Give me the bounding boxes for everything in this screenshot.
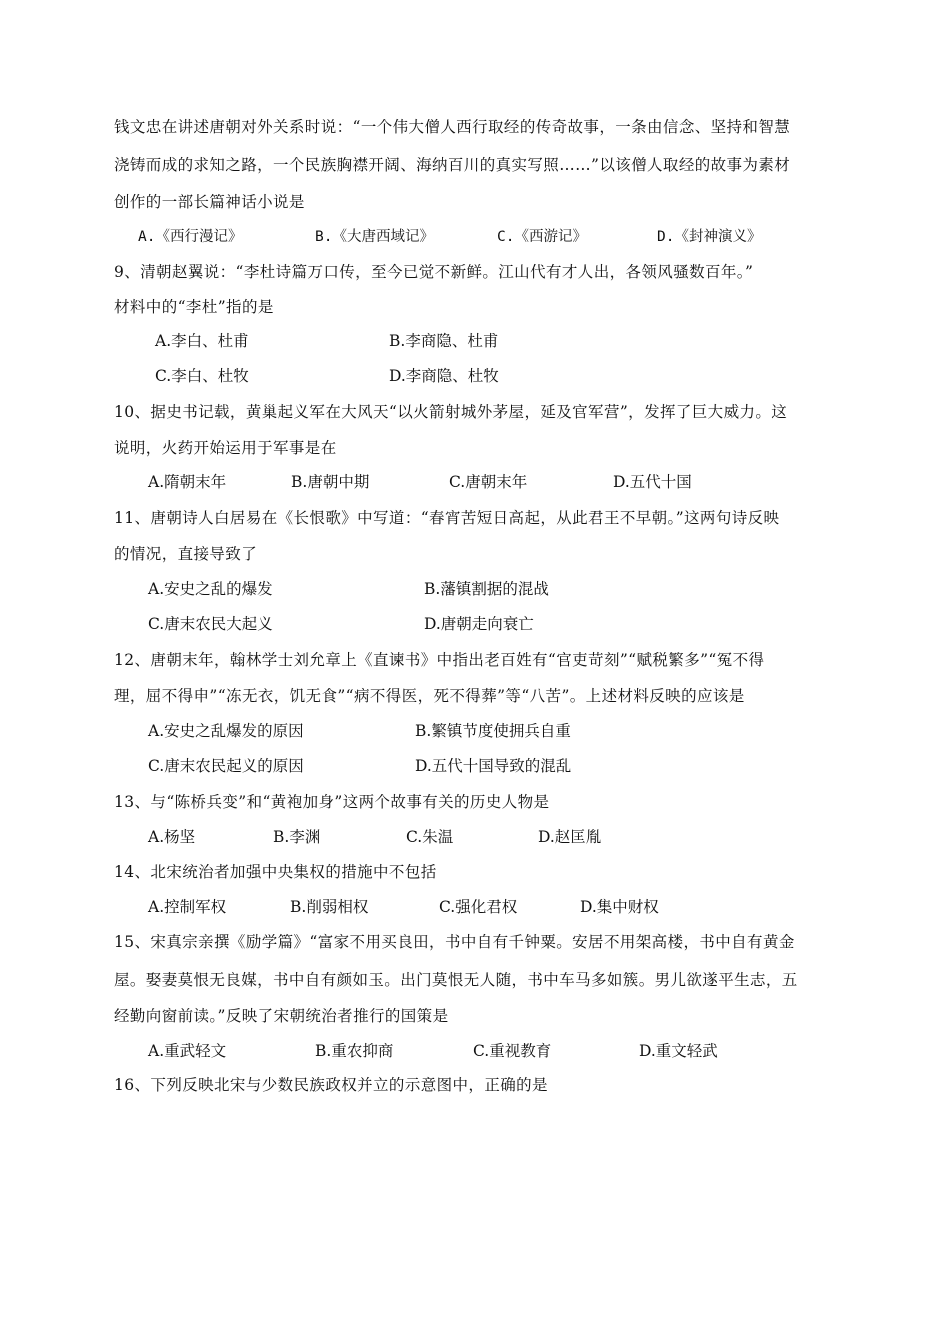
- q11-option-a: A.安史之乱的爆发: [148, 580, 273, 598]
- q8-line-1: 钱文忠在讲述唐朝对外关系时说：“一个伟大僧人西行取经的传奇故事，一条由信念、坚持和智慧: [114, 118, 791, 136]
- q11-line-2: 的情况，直接导致了: [114, 545, 258, 563]
- q14-line-1: 14、北宋统治者加强中央集权的措施中不包括: [114, 863, 437, 881]
- q11-option-b: B.藩镇割据的混战: [424, 580, 549, 598]
- q11-line-1: 11、唐朝诗人白居易在《长恨歌》中写道：“春宵苦短日高起，从此君王不早朝。”这两句诗反映: [114, 509, 780, 527]
- q13-line-1: 13、与“陈桥兵变”和“黄袍加身”这两个故事有关的历史人物是: [114, 793, 550, 811]
- q14-option-c: C.强化君权: [439, 898, 518, 916]
- q14-option-a: A.控制军权: [148, 898, 227, 916]
- q10-line-1: 10、据史书记载，黄巢起义军在大风天“以火箭射城外茅屋，延及官军营”，发挥了巨大威力。这: [114, 403, 788, 421]
- q15-option-d: D.重文轻武: [639, 1042, 718, 1060]
- q13-option-c: C.朱温: [406, 828, 454, 846]
- q15-line-1: 15、宋真宗亲撰《励学篇》“富家不用买良田，书中自有千钟粟。安居不用架高楼，书中自有黄金: [114, 933, 795, 951]
- q15-line-2: 屋。娶妻莫恨无良媒，书中自有颜如玉。出门莫恨无人随，书中车马多如簇。男儿欲遂平生志，五: [114, 971, 798, 989]
- q15-option-c: C.重视教育: [473, 1042, 552, 1060]
- q13-option-a: A.杨坚: [148, 828, 196, 846]
- q8-line-3: 创作的一部长篇神话小说是: [114, 193, 305, 211]
- q14-option-d: D.集中财权: [580, 898, 659, 916]
- q8-option-a: A.《西行漫记》: [138, 229, 243, 245]
- q12-option-d: D.五代十国导致的混乱: [415, 757, 572, 775]
- q8-line-2: 浇铸而成的求知之路，一个民族胸襟开阔、海纳百川的真实写照……”以该僧人取经的故事为素材: [114, 156, 791, 174]
- q9-line-2: 材料中的“李杜”指的是: [114, 298, 274, 316]
- q11-option-c: C.唐末农民大起义: [148, 615, 273, 633]
- q10-option-d: D.五代十国: [613, 473, 692, 491]
- q12-option-a: A.安史之乱爆发的原因: [148, 722, 304, 740]
- q12-option-c: C.唐末农民起义的原因: [148, 757, 304, 775]
- q9-option-a: A.李白、杜甫: [155, 332, 249, 350]
- q10-option-b: B.唐朝中期: [291, 473, 370, 491]
- q9-option-b: B.李商隐、杜甫: [389, 332, 499, 350]
- q15-line-3: 经勤向窗前读。”反映了宋朝统治者推行的国策是: [114, 1007, 449, 1025]
- q13-option-d: D.赵匡胤: [538, 828, 602, 846]
- q12-line-2: 理，屈不得申”“冻无衣，饥无食”“病不得医，死不得葬”等“八苦”。上述材料反映的应该是: [114, 687, 745, 705]
- q12-option-b: B.繁镇节度使拥兵自重: [415, 722, 571, 740]
- q16-line-1: 16、下列反映北宋与少数民族政权并立的示意图中，正确的是: [114, 1076, 548, 1094]
- q10-option-c: C.唐朝末年: [449, 473, 528, 491]
- q13-option-b: B.李渊: [273, 828, 321, 846]
- q11-option-d: D.唐朝走向衰亡: [424, 615, 534, 633]
- q8-option-c: C.《西游记》: [497, 229, 587, 245]
- q9-line-1: 9、清朝赵翼说：“李杜诗篇万口传，至今已觉不新鲜。江山代有才人出，各领风骚数百年。”: [114, 263, 754, 281]
- q15-option-a: A.重武轻文: [148, 1042, 227, 1060]
- q8-option-d: D.《封神演义》: [657, 229, 762, 245]
- q9-option-d: D.李商隐、杜牧: [389, 367, 499, 385]
- q15-option-b: B.重农抑商: [315, 1042, 394, 1060]
- q9-option-c: C.李白、杜牧: [155, 367, 249, 385]
- q10-option-a: A.隋朝末年: [148, 473, 227, 491]
- q8-option-b: B.《大唐西域记》: [315, 229, 434, 245]
- q10-line-2: 说明，火药开始运用于军事是在: [114, 439, 337, 457]
- q14-option-b: B.削弱相权: [290, 898, 369, 916]
- q12-line-1: 12、唐朝末年，翰林学士刘允章上《直谏书》中指出老百姓有“官吏苛刻”“赋税繁多”“冤不得: [114, 651, 765, 669]
